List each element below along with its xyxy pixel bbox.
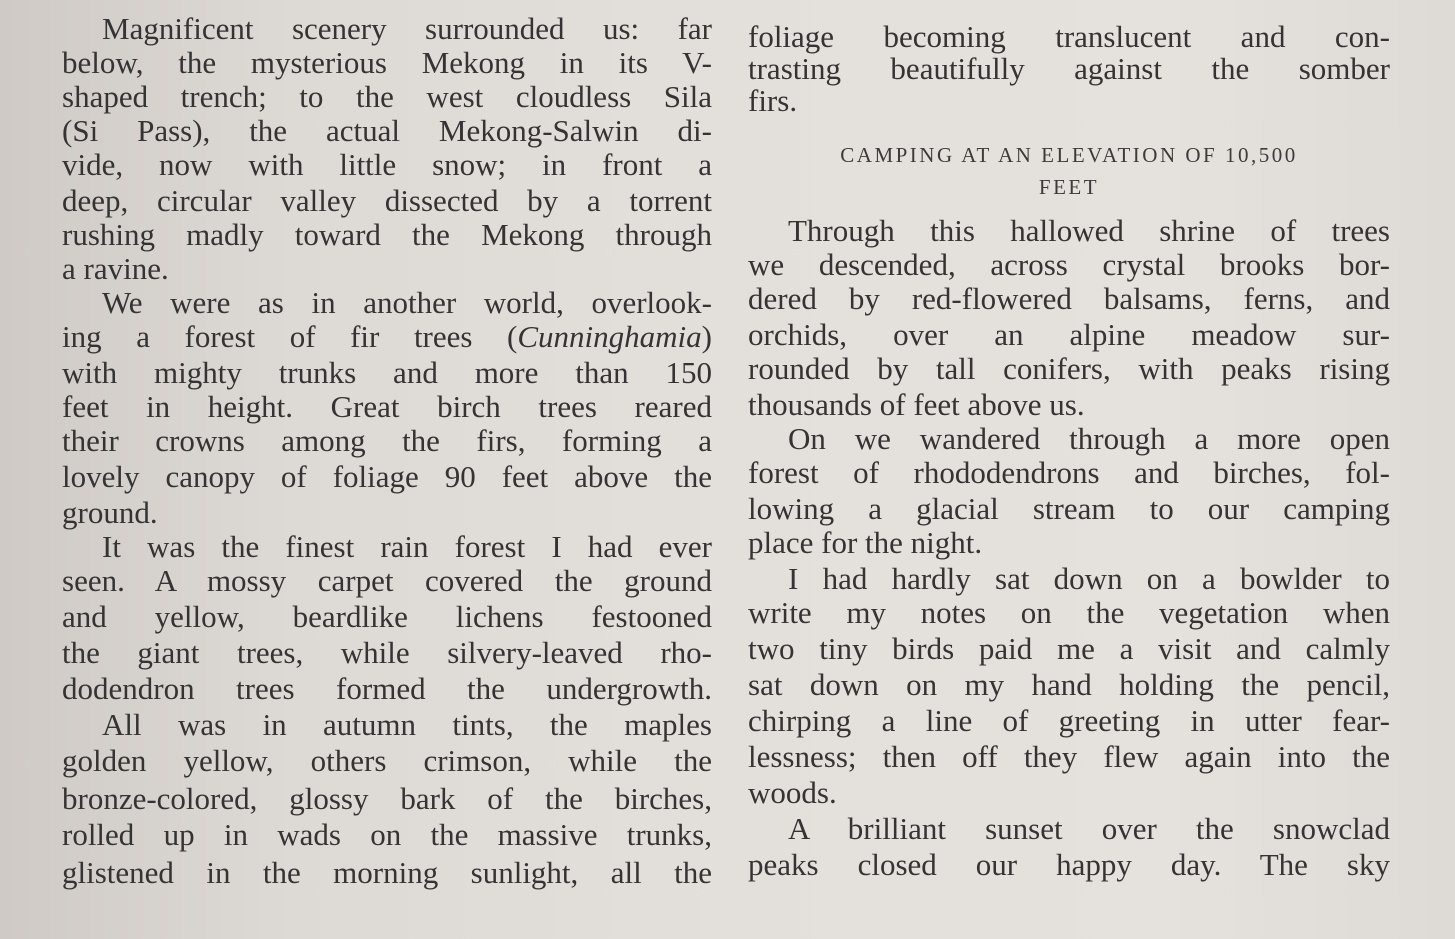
text-line: On we wandered through a more open <box>788 421 1390 456</box>
line-text: ) <box>701 319 712 354</box>
text-line: lovely canopy of foliage 90 feet above the <box>62 459 712 494</box>
text-line: rolled up in wads on the massive trunks, <box>62 817 712 852</box>
section-heading: CAMPING AT AN ELEVATION OF 10,500 <box>840 143 1298 167</box>
text-line: write my notes on the vegetation when <box>748 595 1390 630</box>
text-line-with-italic <box>62 320 712 354</box>
text-line: dered by red-flowered balsams, ferns, and <box>748 281 1390 316</box>
text-line: firs. <box>748 83 798 118</box>
line-text: ing a forest of fir trees ( <box>62 319 518 354</box>
text-line: (Si Pass), the actual Mekong-Salwin di- <box>62 113 712 148</box>
text-line: ground. <box>62 495 158 530</box>
text-line: chirping a line of greeting in utter fear- <box>748 703 1390 738</box>
text-line: woods. <box>748 775 837 810</box>
text-line: sat down on my hand holding the pencil, <box>748 667 1390 702</box>
text-line: bronze-colored, glossy bark of the birches, <box>62 781 712 816</box>
text-line: I had hardly sat down on a bowlder to <box>788 561 1390 596</box>
text-line: peaks closed our happy day. The sky <box>748 847 1390 882</box>
text-line: A brilliant sunset over the snowclad <box>788 811 1390 846</box>
text-line: below, the mysterious Mekong in its V- <box>62 45 712 80</box>
text-line: feet in height. Great birch trees reared <box>62 389 712 424</box>
text-line: rounded by tall conifers, with peaks rising <box>748 351 1390 386</box>
text-line: thousands of feet above us. <box>748 387 1085 422</box>
section-heading: FEET <box>1038 175 1100 199</box>
text-line: dodendron trees formed the undergrowth. <box>62 671 712 706</box>
text-line: We were as in another world, overlook- <box>102 285 712 320</box>
text-line: deep, circular valley dissected by a torrent <box>62 183 712 218</box>
text-line: lowing a glacial stream to our camping <box>748 491 1390 526</box>
text-line: shaped trench; to the west cloudless Sila <box>62 79 712 114</box>
text-line: and yellow, beardlike lichens festooned <box>62 599 712 634</box>
text-line: foliage becoming translucent and con- <box>748 19 1390 54</box>
text-line: forest of rhododendrons and birches, fol- <box>748 455 1390 490</box>
genus-name: Cunninghamia <box>517 319 702 354</box>
text-line: It was the finest rain forest I had ever <box>102 529 712 564</box>
text-line: their crowns among the firs, forming a <box>62 423 712 458</box>
text-line: seen. A mossy carpet covered the ground <box>62 563 712 598</box>
text-line: orchids, over an alpine meadow sur- <box>748 317 1390 352</box>
text-line: rushing madly toward the Mekong through <box>62 217 712 252</box>
text-line: glistened in the morning sunlight, all the <box>62 855 712 890</box>
text-line: two tiny birds paid me a visit and calmly <box>748 631 1390 666</box>
text-line: place for the night. <box>748 525 983 560</box>
text-line: All was in autumn tints, the maples <box>102 707 712 742</box>
text-line: Magnificent scenery surrounded us: far <box>102 11 712 46</box>
text-line: golden yellow, others crimson, while the <box>62 743 712 778</box>
text-line: we descended, across crystal brooks bor- <box>748 247 1390 282</box>
text-line: a ravine. <box>62 251 169 286</box>
text-line: the giant trees, while silvery-leaved rho- <box>62 635 712 670</box>
text-line: lessness; then off they flew again into the <box>748 739 1390 774</box>
text-line: vide, now with little snow; in front a <box>62 147 712 182</box>
text-line: Through this hallowed shrine of trees <box>788 213 1390 248</box>
text-line: trasting beautifully against the somber <box>748 51 1390 86</box>
text-line: with mighty trunks and more than 150 <box>62 355 712 390</box>
